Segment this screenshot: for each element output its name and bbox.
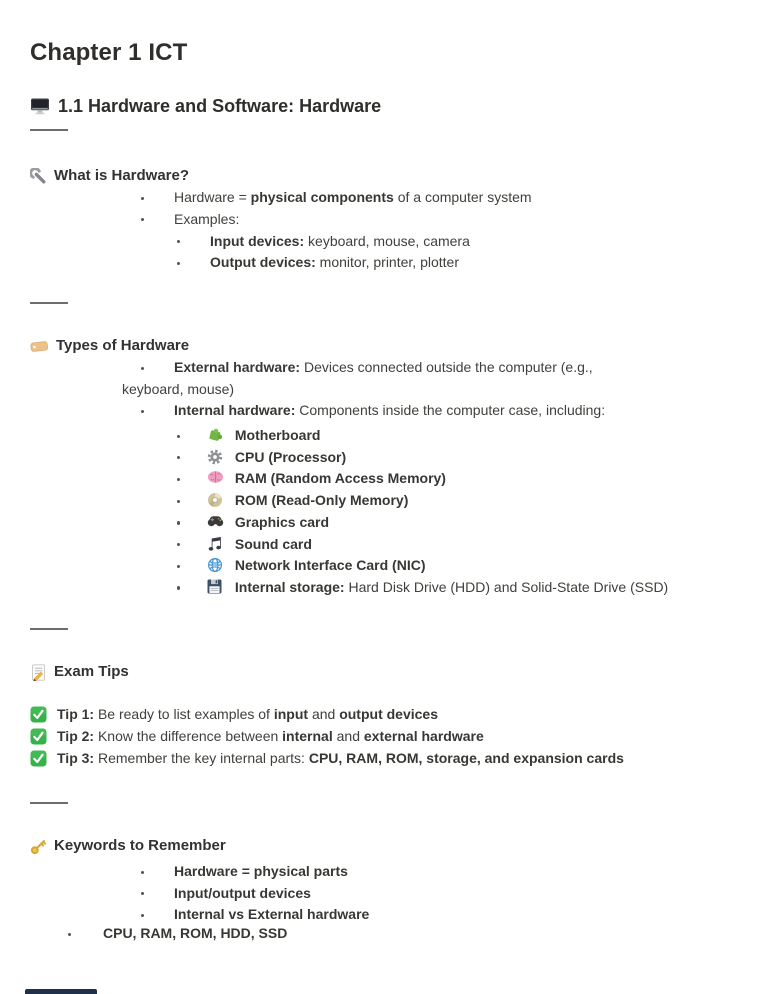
section-title: What is Hardware? — [54, 167, 190, 184]
tip-text: Tip 1: Be ready to list examples of input and output devices — [57, 706, 438, 722]
bullet-dot — [177, 435, 180, 438]
bullet-dot — [141, 197, 144, 200]
list-item — [0, 512, 768, 534]
list-item-text: Graphics card — [234, 513, 330, 530]
list-item-text: Hardware = physical components of a computer system — [174, 189, 532, 205]
list-item — [0, 447, 768, 469]
divider — [30, 302, 68, 304]
tip-text: Tip 3: Remember the key internal parts: CPU, RAM, ROM, storage, and expansion cards — [57, 750, 624, 766]
what-is-hardware-list — [0, 187, 768, 230]
section-heading — [30, 94, 381, 118]
keywords-header — [30, 836, 226, 856]
cd-disc-icon — [207, 492, 224, 508]
exam-tips-list — [0, 703, 768, 769]
list-item-text: Sound card — [234, 535, 312, 552]
check-mark-icon — [30, 728, 47, 745]
divider — [30, 129, 68, 131]
tip-item — [0, 747, 768, 769]
list-item — [0, 231, 768, 253]
bullet-dot — [68, 933, 71, 936]
list-item — [0, 400, 768, 422]
list-item — [0, 209, 768, 231]
list-item — [0, 555, 768, 577]
list-item-text: ROM (Read-Only Memory) — [234, 492, 409, 509]
section-title: Types of Hardware — [56, 337, 190, 354]
list-item-text: Output devices: monitor, printer, plotter — [210, 254, 459, 271]
bullet-dot — [177, 240, 180, 243]
list-item-text: External hardware: Devices connected outside the computer (e.g., keyboard, mouse) — [122, 359, 593, 397]
list-item-text: Input/output devices — [174, 884, 311, 901]
key-icon — [30, 838, 47, 855]
list-item-text: Motherboard — [234, 427, 321, 443]
list-item-text: Internal vs External hardware — [174, 906, 370, 923]
list-item — [0, 577, 768, 599]
list-item-text: CPU, RAM, ROM, HDD, SSD — [103, 925, 288, 941]
bullet-dot — [177, 543, 180, 546]
internal-components-list — [0, 425, 768, 599]
wrench-icon — [30, 168, 47, 185]
bullet-dot — [177, 521, 180, 524]
desktop-computer-icon — [30, 97, 50, 115]
list-item — [0, 187, 768, 209]
memo-icon — [30, 664, 47, 681]
list-item-text: Internal hardware: Components inside the computer case, including: — [174, 402, 606, 419]
devices-sublist — [0, 231, 768, 274]
section-title: Keywords to Remember — [54, 837, 226, 854]
bullet-dot — [177, 586, 180, 589]
bullet-dot — [141, 871, 144, 874]
tip-item — [0, 725, 768, 747]
list-item-text: Network Interface Card (NIC) — [234, 557, 426, 574]
gear-icon — [207, 449, 224, 465]
bullet-dot — [177, 565, 180, 568]
section-title: Exam Tips — [54, 663, 129, 680]
label-tag-icon — [30, 339, 49, 354]
check-mark-icon — [30, 750, 47, 767]
check-mark-icon — [30, 706, 47, 723]
bullet-dot — [177, 500, 180, 503]
floppy-disk-icon — [207, 579, 224, 595]
bullet-dot — [141, 892, 144, 895]
divider — [30, 628, 68, 630]
list-item — [0, 883, 768, 905]
puzzle-piece-icon — [207, 427, 224, 443]
list-item-text: Internal storage: Hard Disk Drive (HDD) and Solid-State Drive (SSD) — [234, 578, 669, 595]
list-item — [0, 425, 768, 447]
list-item — [0, 252, 768, 274]
bullet-dot — [141, 914, 144, 917]
bullet-dot — [177, 262, 180, 265]
page-title: Chapter 1 ICT — [30, 39, 188, 66]
tip-text: Tip 2: Know the difference between internal and external hardware — [57, 728, 484, 744]
brain-icon — [207, 470, 224, 486]
bullet-dot — [141, 218, 144, 221]
list-item — [0, 534, 768, 556]
types-of-hardware-list — [0, 357, 768, 422]
clipped-next-block-bar — [25, 989, 97, 994]
list-item-text: Input devices: keyboard, mouse, camera — [210, 232, 470, 249]
list-item-text: Examples: — [174, 210, 240, 227]
keywords-list — [0, 861, 768, 926]
tip-item — [0, 703, 768, 725]
list-item — [0, 357, 768, 400]
game-controller-icon — [207, 514, 224, 530]
list-item-text: CPU (Processor) — [234, 448, 347, 465]
list-item-text: Hardware = physical parts — [174, 863, 348, 879]
list-item — [0, 923, 768, 945]
music-note-icon — [207, 536, 224, 552]
keywords-acronym-list — [0, 923, 768, 945]
types-of-hardware-header — [30, 336, 189, 356]
bullet-dot — [141, 367, 144, 370]
divider — [30, 802, 68, 804]
bullet-dot — [177, 456, 180, 459]
list-item — [0, 861, 768, 883]
list-item — [0, 490, 768, 512]
bullet-dot — [141, 410, 144, 413]
section-heading-text: 1.1 Hardware and Software: Hardware — [58, 96, 382, 116]
exam-tips-header — [30, 662, 129, 682]
list-item-text: RAM (Random Access Memory) — [234, 470, 446, 487]
what-is-hardware-header — [30, 166, 189, 186]
list-item — [0, 468, 768, 490]
bullet-dot — [177, 478, 180, 481]
globe-icon — [207, 557, 224, 573]
